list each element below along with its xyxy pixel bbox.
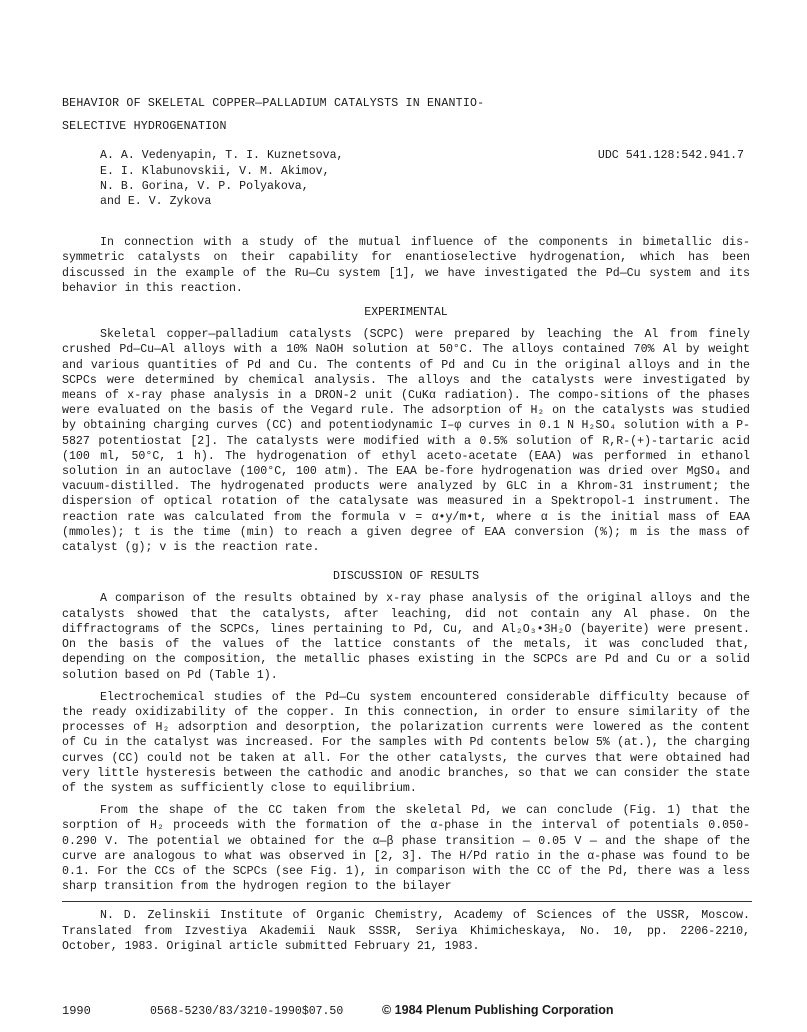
- title-line-1: BEHAVIOR OF SKELETAL COPPER—PALLADIUM CATALYSTS IN ENANTIO-: [62, 97, 485, 110]
- page-number: 1990: [62, 1004, 91, 1018]
- article-title: [62, 96, 750, 134]
- author-line: A. A. Vedenyapin, T. I. Kuznetsova,: [100, 149, 344, 163]
- footnote-divider: [62, 901, 752, 902]
- author-line: E. I. Klabunovskii, V. M. Akimov,: [100, 164, 330, 178]
- discussion-heading: DISCUSSION OF RESULTS: [332, 570, 480, 584]
- experimental-paragraph: Skeletal copper—palladium catalysts (SCPC) were prepared by leaching the Al from finely crushed Pd—Cu—Al alloys with a 10% NaOH solution at 50°C. The alloys contained 70% Al by weight and various quantities of Pd and Cu. The contents of Pd and Cu in the original alloys and in the SCPCs were determined by chemical analysis. The alloys and the catalysts were investigated by means of x-ray phase analysis in a DRON-2 unit (CuKα radiation). The compo-sitions of the phases were evaluated on the basis of the Vegard rule. The adsorption of H₂ on the catalysts was studied by obtaining charging curves (CC) and potentiodynamic I–φ curves in 0.1 N H₂SO₄ solution with a P-5827 potentiostat [2]. The catalysts were modified with a 0.5% solution of R,R-(+)-tartaric acid (100 ml, 50°C, 1 h). The hydrogenation of ethyl aceto-acetate (EAA) was performed in ethanol solution in an autoclave (100°C, 100 atm). The EAA be-fore hydrogenation was dried over MgSO₄ and vacuum-distilled. The hydrogenated products were analyzed by GLC in a Khrom-31 instrument; the dispersion of optical rotation of the catalysate was measured in a Spektropol-1 instrument. The reaction rate was calculated from the formula v = α•y/m•t, where α is the initial mass of EAA (mmoles); t is the time (min) to reach a given degree of EAA conversion (%); m is the mass of catalyst (g); v is the reaction rate.: [62, 328, 750, 555]
- udc-code: UDC 541.128:542.941.7: [597, 149, 744, 163]
- page-footer: [62, 1003, 712, 1019]
- discussion-paragraph-3: From the shape of the CC taken from the skeletal Pd, we can conclude (Fig. 1) that the sorption of H₂ proceeds with the formation of the α-phase in the interval of potentials 0.050-0.290 V. The potential we obtained for the α—β phase transition — 0.05 V — and the shape of the curve are analogous to what was observed in [2, 3]. The H/Pd ratio in the α-phase was found to be 0.1. For the CCs of the SCPCs (see Fig. 1), in comparison with the CC of the Pd, there was a less sharp transition from the hydrogen region to the bilayer: [62, 804, 750, 894]
- author-list: [100, 148, 344, 209]
- author-line: and E. V. Zykova: [100, 195, 212, 209]
- discussion-paragraph-1: A comparison of the results obtained by x-ray phase analysis of the original alloys and the catalysts showed that the catalysts, after leaching, did not contain any Al phase. On the diffractograms of the SCPCs, lines pertaining to Pd, Cu, and Al₂O₃•3H₂O (bayerite) were present. On the basis of the values of the lattice constants of the metals, it was concluded that, depending on the composition, the metallic phases existing in the SCPCs are Pd and Cu or a solid solution based on Pd (Table 1).: [62, 592, 750, 682]
- author-block: [100, 148, 750, 209]
- author-line: N. B. Gorina, V. P. Polyakova,: [100, 179, 309, 193]
- experimental-heading: EXPERIMENTAL: [364, 306, 448, 320]
- intro-paragraph: In connection with a study of the mutual influence of the components in bimetallic dis-symmetric catalysts on their capability for enantioselective hydrogenation, which has been discussed in the example of the Ru—Cu system [1], we have investigated the Pd—Cu system and its behavior in this reaction.: [62, 236, 750, 295]
- article-page: [62, 96, 750, 954]
- title-line-2: SELECTIVE HYDROGENATION: [62, 120, 227, 134]
- copyright-notice: © 1984 Plenum Publishing Corporation: [382, 1003, 614, 1017]
- journal-code: 0568-5230/83/3210-1990$07.50: [150, 1005, 344, 1018]
- affiliation-footnote: N. D. Zelinskii Institute of Organic Chemistry, Academy of Sciences of the USSR, Moscow. Translated from Izvestiya Akademii Nauk SSSR, Seriya Khimicheskaya, No. 10, pp. 2206-2210, October, 1983. Original article submitted February 21, 1983.: [62, 909, 750, 953]
- discussion-paragraph-2: Electrochemical studies of the Pd—Cu system encountered considerable difficulty because of the ready oxidizability of the copper. In this connection, in order to ensure similarity of the processes of H₂ adsorption and desorption, the polarization currents were lowered as the content of Cu in the catalyst was increased. For the samples with Pd contents below 5% (at.), the charging curves (CC) could not be taken at all. For the other catalysts, the curves that were obtained had very little hysteresis between the cathodic and anodic branches, so that we can consider the state of the system as sufficiently close to equilibrium.: [62, 690, 750, 795]
